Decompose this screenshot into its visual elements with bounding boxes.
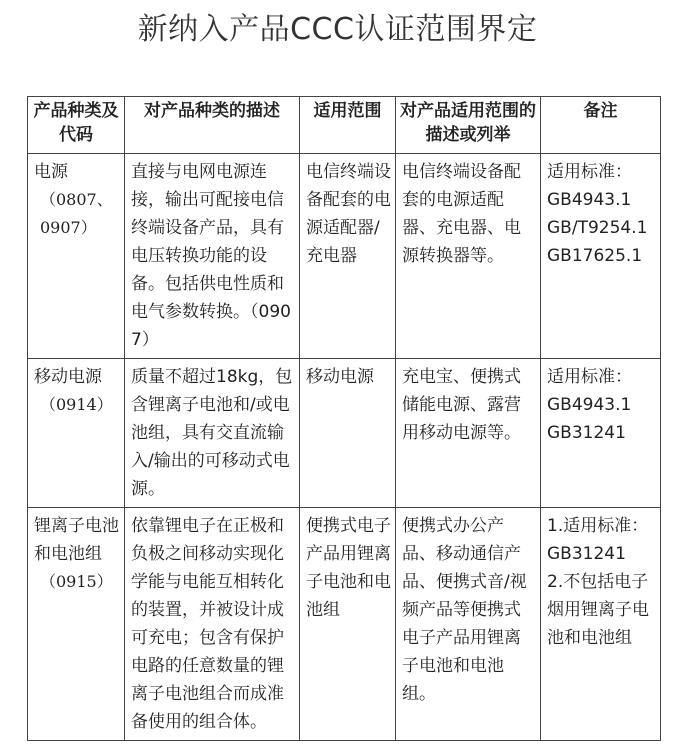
scope-cell: 移动电源 [300,359,396,508]
table-row [28,508,661,741]
note-line: 2.不包括电子烟用锂离子电池和电池组 [547,572,649,648]
product-code: （0807、0907） [40,190,113,237]
product-category-cell [28,508,125,741]
note-line: 1.适用标准： [547,516,649,536]
header-scope-detail: 对产品适用范围的描述或列举 [396,97,541,154]
scope-cell: 电信终端设备配套的电源适配器/充电器 [300,154,396,359]
description-cell: 依靠锂电子在正极和负极之间移动实现化学能与电能互相转化的装置，并被设计成可充电；包含有保护电路的任意数量的锂离子电池组合而成准备使用的组合体。 [125,508,300,741]
note-line: GB31241 [547,423,626,443]
product-category-cell [28,154,125,359]
product-category-cell [28,359,125,508]
header-notes: 备注 [541,97,661,154]
notes-cell [541,508,661,741]
scope-detail-cell: 电信终端设备配套的电源适配器、充电器、电源转换器等。 [396,154,541,359]
product-name: 电源 [34,162,68,182]
note-line: GB4943.1 [547,395,632,415]
note-line: GB17625.1 [547,246,643,266]
note-line: GB/T9254.1 [547,218,648,238]
scope-cell: 便携式电子产品用锂离子电池和电池组 [300,508,396,741]
scope-detail-cell: 便携式办公产品、移动通信产品、便携式音/视频产品等便携式电子产品用锂离子电池和电池组。 [396,508,541,741]
product-name: 锂离子电池和电池组 [34,516,119,564]
note-line: GB4943.1 [547,190,632,210]
table-row [28,154,661,359]
note-line: 适用标准： [547,162,632,182]
page-title: 新纳入产品CCC认证范围界定 [137,12,538,47]
note-line: 适用标准： [547,367,632,387]
header-scope: 适用范围 [300,97,396,154]
notes-cell [541,154,661,359]
header-product-category: 产品种类及代码 [28,97,125,154]
header-category-description: 对产品种类的描述 [125,97,300,154]
note-line: GB31241 [547,544,626,564]
product-code: （0914） [40,395,113,414]
ccc-scope-table [27,96,661,741]
table-header-row [28,97,661,154]
description-cell: 质量不超过18kg，包含锂离子电池和/或电池组，具有交直流输入/输出的可移动式电源。 [125,359,300,508]
product-code: （0915） [40,572,113,591]
product-name: 移动电源 [34,367,102,387]
description-cell: 直接与电网电源连接，输出可配接电信终端设备产品，具有电压转换功能的设备。包括供电性质和电气参数转换。（0907） [125,154,300,359]
notes-cell [541,359,661,508]
scope-detail-cell: 充电宝、便携式储能电源、露营用移动电源等。 [396,359,541,508]
table-row [28,359,661,508]
